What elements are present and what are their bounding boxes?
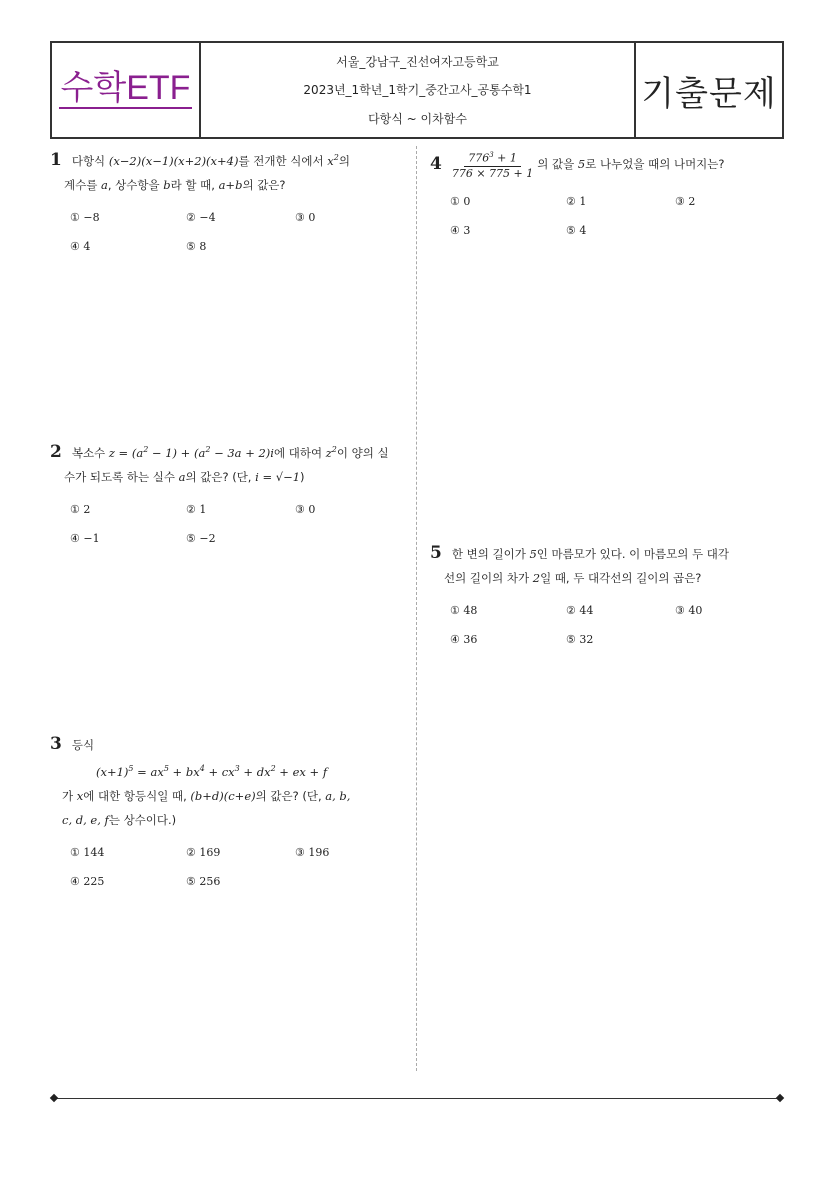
exam-header: [50, 41, 784, 139]
column-divider: [416, 146, 417, 1071]
question-4: [430, 148, 780, 245]
choice-1[interactable]: ① 48: [450, 604, 478, 617]
choice-2[interactable]: ② 1: [186, 502, 207, 516]
choice-2[interactable]: ② 44: [566, 604, 594, 617]
answer-choices: [70, 838, 395, 896]
footer-diamond-left: [50, 1094, 58, 1102]
footer-rule: [54, 1098, 780, 1099]
page-title: 기출문제: [641, 73, 777, 114]
fraction: $\frac{776^3 + 1}{776 \times 775 + 1}$: [452, 148, 533, 181]
school-name: 서울_강남구_진선여자고등학교: [336, 54, 499, 69]
question-2: 2 복소수 $z = (a^2 - 1) + (a^2 - 3a + 2)i$에 대하여 $z^2$이 양의 실 수가 되도록 하는 실수 a의 값은? (단, i = √−1) ① 2 ② 1 ③ 0 ④ −1 ⑤ −2: [50, 438, 395, 553]
choice-3[interactable]: ③ 0: [295, 210, 316, 224]
answer-choices: [450, 187, 780, 245]
choice-5[interactable]: ⑤ 4: [566, 223, 587, 237]
choice-4[interactable]: ④ 4: [70, 239, 91, 253]
question-5-text: 5 한 변의 길이가 5인 마름모가 있다. 이 마름모의 두 대각: [430, 543, 730, 563]
question-2-text: 2 복소수 $z = (a^2 - 1) + (a^2 - 3a + 2)i$에 대하여 $z^2$이 양의 실: [50, 441, 389, 462]
question-1-text: 1 다항식 (x−2)(x−1)(x+2)(x+4)를 전개한 식에서 $x^2$의: [50, 149, 350, 170]
question-number: 4: [430, 154, 442, 175]
choice-3[interactable]: ③ 40: [675, 604, 703, 617]
footer-diamond-right: [776, 1094, 784, 1102]
choice-3[interactable]: ③ 2: [675, 194, 696, 208]
choice-2[interactable]: ② 1: [566, 194, 587, 208]
question-number: 1: [50, 149, 62, 170]
exam-name: 2023년_1학년_1학기_중간고사_공통수학1: [303, 83, 532, 98]
exam-info: [201, 43, 636, 137]
choice-3[interactable]: ③ 0: [295, 502, 316, 516]
question-1: 1 다항식 (x−2)(x−1)(x+2)(x+4)를 전개한 식에서 $x^2$의 계수를 a, 상수항을 b라 할 때, a+b의 값은? ① −8 ② −4 ③ 0 ④ 4 ⑤ 8: [50, 146, 395, 261]
question-3-text: 3 등식: [50, 734, 95, 754]
logo-cell: [52, 43, 201, 137]
question-3: 3 등식 $(x+1)^5 = ax^5 + bx^4 + cx^3 + dx^2$ + ex + f 가 x에 대한 항등식일 때, (b+d)(c+e)의 값은? (단, a, b, c, d, e, f는 상수이다.) ① 144 ② 169 ③ 196 ④ 225 ⑤ 256: [50, 732, 395, 896]
logo: 수학ETF: [60, 69, 191, 108]
choice-4[interactable]: ④ 36: [450, 633, 478, 646]
question-5: 5 한 변의 길이가 5인 마름모가 있다. 이 마름모의 두 대각 선의 길이의 차가 2일 때, 두 대각선의 길이의 곱은? ① 48 ② 44 ③ 40 ④ 36 ⑤ 32: [430, 541, 780, 654]
choice-1[interactable]: ① 144: [70, 845, 105, 859]
choice-2[interactable]: ② −4: [186, 210, 216, 224]
choice-1[interactable]: ① 0: [450, 194, 471, 208]
choice-5[interactable]: ⑤ 8: [186, 239, 207, 253]
choice-5[interactable]: ⑤ 256: [186, 874, 221, 888]
choice-4[interactable]: ④ 3: [450, 223, 471, 237]
answer-choices: [70, 495, 395, 553]
exam-range: 다항식 ~ 이차함수: [368, 112, 467, 127]
choice-1[interactable]: ① −8: [70, 210, 100, 224]
choice-4[interactable]: ④ 225: [70, 874, 105, 888]
choice-1[interactable]: ① 2: [70, 502, 91, 516]
identity-equation: $(x+1)^5 = ax^5 + bx^4 + cx^3 + dx^2$ + ex + f: [96, 764, 328, 779]
choice-5[interactable]: ⑤ −2: [186, 531, 216, 545]
question-number: 2: [50, 441, 62, 462]
question-number: 5: [430, 543, 442, 563]
choice-4[interactable]: ④ −1: [70, 531, 100, 545]
answer-choices: [450, 596, 780, 654]
question-number: 3: [50, 734, 62, 754]
choice-2[interactable]: ② 169: [186, 845, 221, 859]
choice-5[interactable]: ⑤ 32: [566, 633, 594, 646]
answer-choices: [70, 203, 395, 261]
question-4-text: 4 $\frac{776^3 + 1}{776 \times 775 + 1}$ 의 값을 5 로 나누었을 때의 나머지는?: [430, 148, 780, 181]
choice-3[interactable]: ③ 196: [295, 845, 330, 859]
